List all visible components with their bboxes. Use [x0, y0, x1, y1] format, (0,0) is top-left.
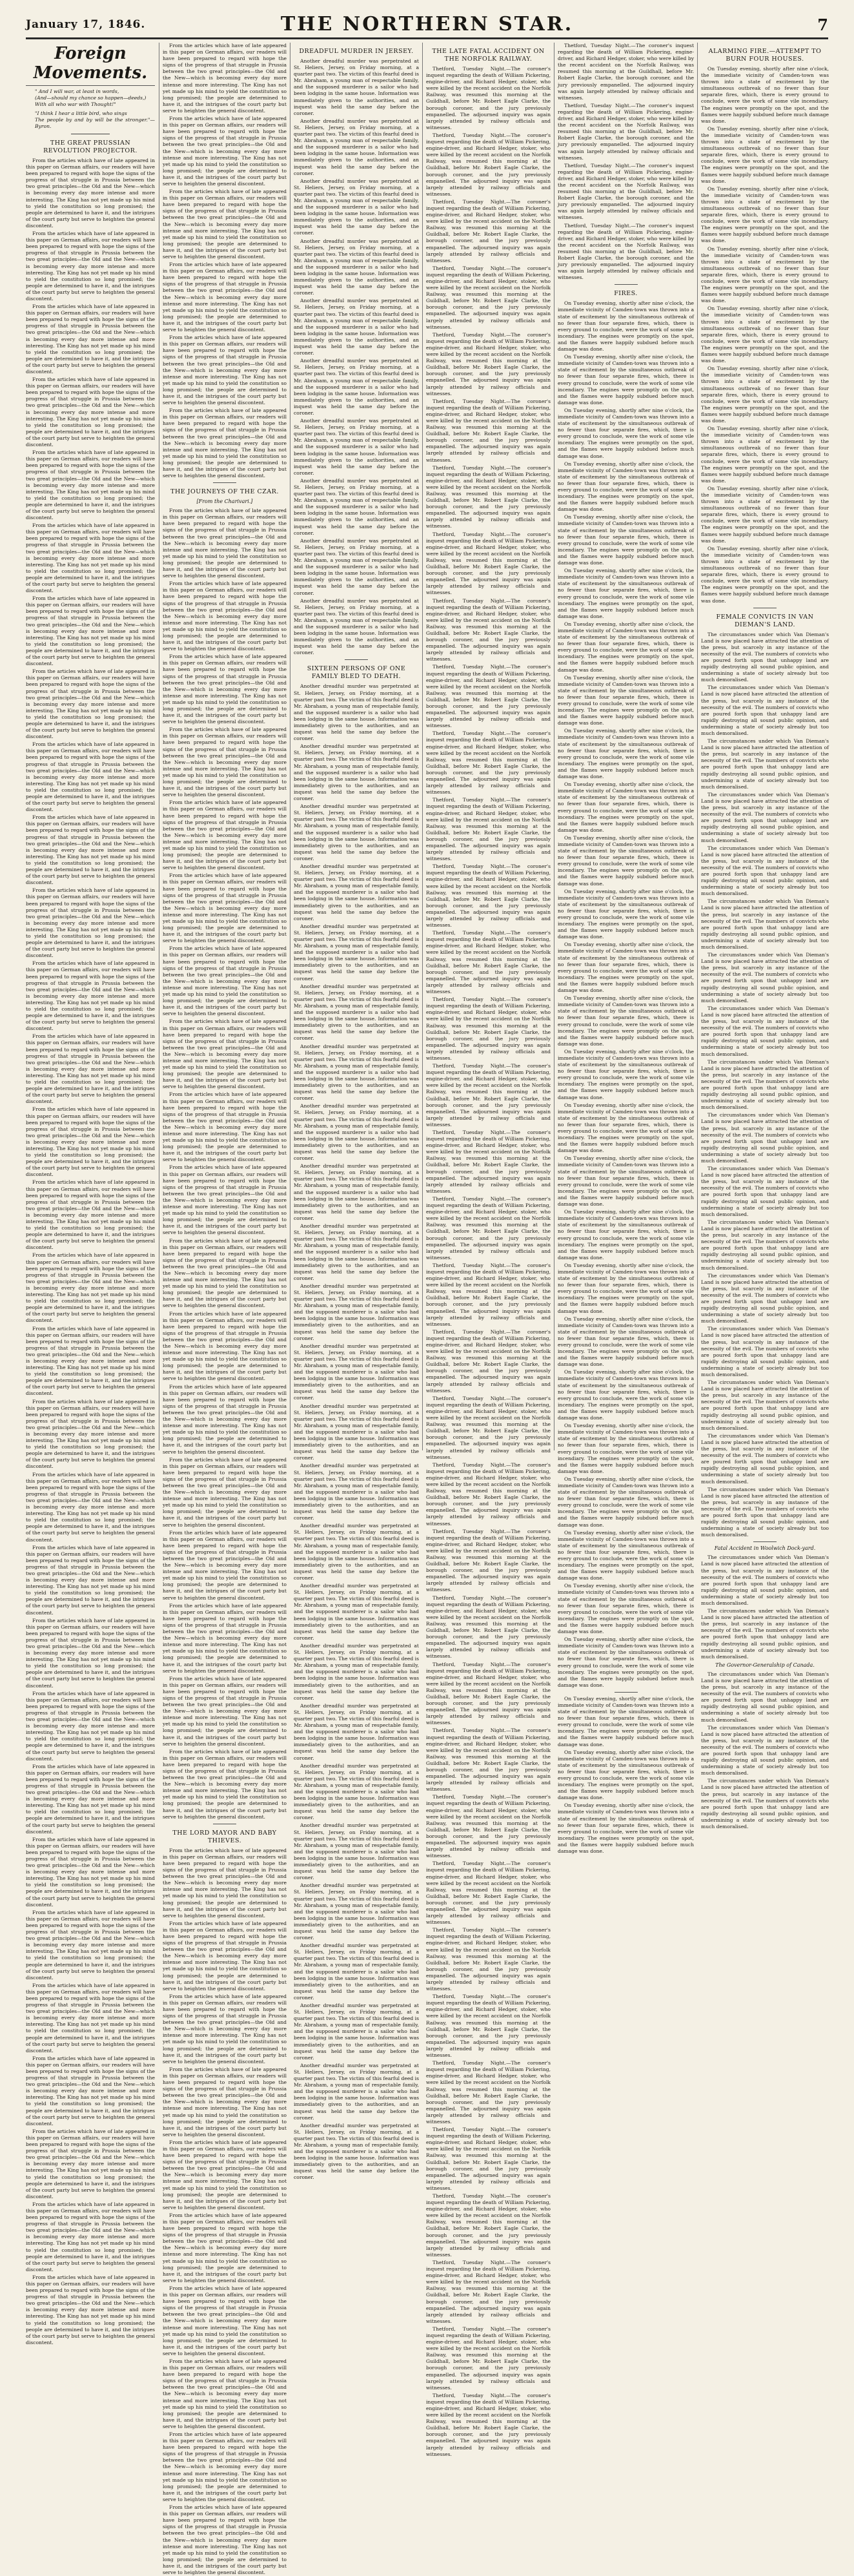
- article-body: On Tuesday evening, shortly after nine o'clock, the immediate vicinity of Camden-town was thrown into a state of excitement by the simultaneous outbreak of no fewer than four separate fires, which, there is every ground to conclude, were the work of some vile incendiary. The engines were promptly on the spot, and the flames were happily subdued before much damage was done.: [701, 305, 829, 364]
- article-body: Thetford, Tuesday Night.—The coroner's inquest regarding the death of William Pickering, engine-driver, and Richard Hedger, stoker, who were killed by the recent accident on the Norfolk Railway, was resumed this morning at the Guildhall, before Mr. Robert Eagle Clarke, the borough coroner, and the jury previously empanelled. The adjourned inquiry was again largely attended by railway officials and witnesses.: [426, 1727, 551, 1793]
- article-body: From the articles which have of late appeared in this paper on German affairs, our readers will have been prepared to regard with hope the signs of the progress of that struggle in Prussia between the two great principles—the Old and the New—which is becoming every day more intense and more interesting. The King has not yet made up his mind to yield the constitution so long promised; the people are determined to have it, and the intrigues of the court party but serve to heighten the general discontent.: [163, 726, 287, 798]
- section-header: Foreign Movements.: [26, 44, 155, 86]
- article-body: From the articles which have of late appeared in this paper on German affairs, our readers will have been prepared to regard with hope the signs of the progress of that struggle in Prussia between the two great principles—the Old and the New—which is becoming every day more intense and more interesting. The King has not yet made up his mind to yield the constitution so long promised; the people are determined to have it, and the intrigues of the court party but serve to heighten the general discontent.: [26, 887, 155, 959]
- article-body: Thetford, Tuesday Night.—The coroner's inquest regarding the death of William Pickering, engine-driver, and Richard Hedger, stoker, who were killed by the recent accident on the Norfolk Railway, was resumed this morning at the Guildhall, before Mr. Robert Eagle Clarke, the borough coroner, and the jury previously empanelled. The adjourned inquiry was again largely attended by railway officials and witnesses.: [426, 930, 551, 995]
- article-body: Thetford, Tuesday Night.—The coroner's inquest regarding the death of William Pickering, engine-driver, and Richard Hedger, stoker, who were killed by the recent accident on the Norfolk Railway, was resumed this morning at the Guildhall, before Mr. Robert Eagle Clarke, the borough coroner, and the jury previously empanelled. The adjourned inquiry was again largely attended by railway officials and witnesses.: [426, 1063, 551, 1128]
- article-body: From the articles which have of late appeared in this paper on German affairs, our readers will have been prepared to regard with hope the signs of the progress of that struggle in Prussia between the two great principles—the Old and the New—which is becoming every day more intense and more interesting. The King has not yet made up his mind to yield the constitution so long promised; the people are determined to have it, and the intrigues of the court party but serve to heighten the general discontent.: [163, 1237, 287, 1309]
- article-body: Another dreadful murder was perpetrated at St. Heliers, Jersey, on Friday morning, at a quarter past two. The victim of this fearful deed is Mr. Abraham, a young man of respectable family, and the supposed murderer is a sailor who had been lodging in the same house. Information was immediately given to the authorities, and an inquest was held the same day before the coroner.: [294, 1642, 419, 1701]
- newspaper-title: THE NORTHERN STAR.: [280, 13, 574, 36]
- article-body: From the articles which have of late appeared in this paper on German affairs, our readers will have been prepared to regard with hope the signs of the progress of that struggle in Prussia between the two great principles—the Old and the New—which is becoming every day more intense and more interesting. The King has not yet made up his mind to yield the constitution so long promised; the people are determined to have it, and the intrigues of the court party but serve to heighten the general discontent.: [26, 1033, 155, 1105]
- article-body: On Tuesday evening, shortly after nine o'clock, the immediate vicinity of Camden-town was thrown into a state of excitement by the simultaneous outbreak of no fewer than four separate fires, which, there is every ground to conclude, were the work of some vile incendiary. The engines were promptly on the spot, and the flames were happily subdued before much damage was done.: [558, 354, 694, 406]
- article-body: Thetford, Tuesday Night.—The coroner's inquest regarding the death of William Pickering, engine-driver, and Richard Hedger, stoker, who were killed by the recent accident on the Norfolk Railway, was resumed this morning at the Guildhall, before Mr. Robert Eagle Clarke, the borough coroner, and the jury previously empanelled. The adjourned inquiry was again largely attended by railway officials and witnesses.: [426, 1129, 551, 1194]
- article-body: From the articles which have of late appeared in this paper on German affairs, our readers will have been prepared to regard with hope the signs of the progress of that struggle in Prussia between the two great principles—the Old and the New—which is becoming every day more intense and more interesting. The King has not yet made up his mind to yield the constitution so long promised; the people are determined to have it, and the intrigues of the court party but serve to heighten the general discontent.: [163, 1164, 287, 1236]
- article-body: From the articles which have of late appeared in this paper on German affairs, our readers will have been prepared to regard with hope the signs of the progress of that struggle in Prussia between the two great principles—the Old and the New—which is becoming every day more intense and more interesting. The King has not yet made up his mind to yield the constitution so long promised; the people are determined to have it, and the intrigues of the court party but serve to heighten the general discontent.: [26, 231, 155, 302]
- article-body: On Tuesday evening, shortly after nine o'clock, the immediate vicinity of Camden-town was thrown into a state of excitement by the simultaneous outbreak of no fewer than four separate fires, which, there is every ground to conclude, were the work of some vile incendiary. The engines were promptly on the spot, and the flames were happily subdued before much damage was done.: [701, 366, 829, 424]
- article-body: Thetford, Tuesday Night.—The coroner's inquest regarding the death of William Pickering, engine-driver, and Richard Hedger, stoker, who were killed by the recent accident on the Norfolk Railway, was resumed this morning at the Guildhall, before Mr. Robert Eagle Clarke, the borough coroner, and the jury previously empanelled. The adjourned inquiry was again largely attended by railway officials and witnesses.: [426, 464, 551, 530]
- article-body: On Tuesday evening, shortly after nine o'clock, the immediate vicinity of Camden-town was thrown into a state of excitement by the simultaneous outbreak of no fewer than four separate fires, which, there is every ground to conclude, were the work of some vile incendiary. The engines were promptly on the spot, and the flames were happily subdued before much damage was done.: [558, 781, 694, 833]
- article-body: Thetford, Tuesday Night.—The coroner's inquest regarding the death of William Pickering, engine-driver, and Richard Hedger, stoker, who were killed by the recent accident on the Norfolk Railway, was resumed this morning at the Guildhall, before Mr. Robert Eagle Clarke, the borough coroner, and the jury previously empanelled. The adjourned inquiry was again largely attended by railway officials and witnesses.: [426, 2259, 551, 2324]
- article-body: On Tuesday evening, shortly after nine o'clock, the immediate vicinity of Camden-town was thrown into a state of excitement by the simultaneous outbreak of no fewer than four separate fires, which, there is every ground to conclude, were the work of some vile incendiary. The engines were promptly on the spot, and the flames were happily subdued before much damage was done.: [701, 545, 829, 604]
- article-body: From the articles which have of late appeared in this paper on German affairs, our readers will have been prepared to regard with hope the signs of the progress of that struggle in Prussia between the two great principles—the Old and the New—which is becoming every day more intense and more interesting. The King has not yet made up his mind to yield the constitution so long promised; the people are determined to have it, and the intrigues of the court party but serve to heighten the general discontent.: [26, 1982, 155, 2054]
- article-body: Another dreadful murder was perpetrated at St. Heliers, Jersey, on Friday morning, at a quarter past two. The victim of this fearful deed is Mr. Abraham, a young man of respectable family, and the supposed murderer is a sailor who had been lodging in the same house. Information was immediately given to the authorities, and an inquest was held the same day before the coroner.: [294, 1702, 419, 1761]
- article-body: The circumstances under which Van Dieman's Land is now placed have attracted the attention of the press, but scarcely in any instance of the necessity of the evil. The numbers of convicts who are poured forth upon that unhappy land are rapidly destroying all sound public opinion, and undermining a state of society already but too much demoralised.: [701, 1724, 829, 1777]
- subhead: FIRES.: [614, 290, 638, 298]
- article-body: From the articles which have of late appeared in this paper on German affairs, our readers will have been prepared to regard with hope the signs of the progress of that struggle in Prussia between the two great principles—the Old and the New—which is becoming every day more intense and more interesting. The King has not yet made up his mind to yield the constitution so long promised; the people are determined to have it, and the intrigues of the court party but serve to heighten the general discontent.: [163, 335, 287, 406]
- article-body: The circumstances under which Van Dieman's Land is now placed have attracted the attention of the press, but scarcely in any instance of the necessity of the evil. The numbers of convicts who are poured forth upon that unhappy land are rapidly destroying all sound public opinion, and undermining a state of society already but too much demoralised.: [701, 1166, 829, 1217]
- article-body: From the articles which have of late appeared in this paper on German affairs, our readers will have been prepared to regard with hope the signs of the progress of that struggle in Prussia between the two great principles—the Old and the New—which is becoming every day more intense and more interesting. The King has not yet made up his mind to yield the constitution so long promised; the people are determined to have it, and the intrigues of the court party but serve to heighten the general discontent.: [26, 304, 155, 375]
- article-body: From the articles which have of late appeared in this paper on German affairs, our readers will have been prepared to regard with hope the signs of the progress of that struggle in Prussia between the two great principles—the Old and the New—which is becoming every day more intense and more interesting. The King has not yet made up his mind to yield the constitution so long promised; the people are determined to have it, and the intrigues of the court party but serve to heighten the general discontent.: [163, 43, 287, 114]
- article-body: Another dreadful murder was perpetrated at St. Heliers, Jersey, on Friday morning, at a quarter past two. The victim of this fearful deed is Mr. Abraham, a young man of respectable family, and the supposed murderer is a sailor who had been lodging in the same house. Information was immediately given to the authorities, and an inquest was held the same day before the coroner.: [294, 1343, 419, 1401]
- article-body: From the articles which have of late appeared in this paper on German affairs, our readers will have been prepared to regard with hope the signs of the progress of that struggle in Prussia between the two great principles—the Old and the New—which is becoming every day more intense and more interesting. The King has not yet made up his mind to yield the constitution so long promised; the people are determined to have it, and the intrigues of the court party but serve to heighten the general discontent.: [26, 1398, 155, 1470]
- subhead: SIXTEEN PERSONS OF ONE FAMILY BLED TO DEATH.: [307, 665, 406, 681]
- article-body: Thetford, Tuesday Night.—The coroner's inquest regarding the death of William Pickering, engine-driver, and Richard Hedger, stoker, who were killed by the recent accident on the Norfolk Railway, was resumed this morning at the Guildhall, before Mr. Robert Eagle Clarke, the borough coroner, and the jury previously empanelled. The adjourned inquiry was again largely attended by railway officials and witnesses.: [558, 102, 694, 161]
- article-body: From the articles which have of late appeared in this paper on German affairs, our readers will have been prepared to regard with hope the signs of the progress of that struggle in Prussia between the two great principles—the Old and the New—which is becoming every day more intense and more interesting. The King has not yet made up his mind to yield the constitution so long promised; the people are determined to have it, and the intrigues of the court party but serve to heighten the general discontent.: [163, 1018, 287, 1090]
- subhead-source: [From the Charivari.]: [196, 499, 253, 505]
- article-body: Thetford, Tuesday Night.—The coroner's inquest regarding the death of William Pickering, engine-driver, and Richard Hedger, stoker, who were killed by the recent accident on the Norfolk Railway, was resumed this morning at the Guildhall, before Mr. Robert Eagle Clarke, the borough coroner, and the jury previously empanelled. The adjourned inquiry was again largely attended by railway officials and witnesses.: [426, 1594, 551, 1660]
- article-body: On Tuesday evening, shortly after nine o'clock, the immediate vicinity of Camden-town was thrown into a state of excitement by the simultaneous outbreak of no fewer than four separate fires, which, there is every ground to conclude, were the work of some vile incendiary. The engines were promptly on the spot, and the flames were happily subdued before much damage was done.: [558, 834, 694, 887]
- article-body: Another dreadful murder was perpetrated at St. Heliers, Jersey, on Friday morning, at a quarter past two. The victim of this fearful deed is Mr. Abraham, a young man of respectable family, and the supposed murderer is a sailor who had been lodging in the same house. Information was immediately given to the authorities, and an inquest was held the same day before the coroner.: [294, 58, 419, 116]
- article-body: Another dreadful murder was perpetrated at St. Heliers, Jersey, on Friday morning, at a quarter past two. The victim of this fearful deed is Mr. Abraham, a young man of respectable family, and the supposed murderer is a sailor who had been lodging in the same house. Information was immediately given to the authorities, and an inquest was held the same day before the coroner.: [294, 1822, 419, 1881]
- article-body: On Tuesday evening, shortly after nine o'clock, the immediate vicinity of Camden-town was thrown into a state of excitement by the simultaneous outbreak of no fewer than four separate fires, which, there is every ground to conclude, were the work of some vile incendiary. The engines were promptly on the spot, and the flames were happily subdued before much damage was done.: [558, 1529, 694, 1582]
- article-body: Another dreadful murder was perpetrated at St. Heliers, Jersey, on Friday morning, at a quarter past two. The victim of this fearful deed is Mr. Abraham, a young man of respectable family, and the supposed murderer is a sailor who had been lodging in the same house. Information was immediately given to the authorities, and an inquest was held the same day before the coroner.: [294, 1463, 419, 1521]
- article-body: The circumstances under which Van Dieman's Land is now placed have attracted the attention of the press, but scarcely in any instance of the necessity of the evil. The numbers of convicts who are poured forth upon that unhappy land are rapidly destroying all sound public opinion, and undermining a state of society already but too much demoralised.: [701, 1486, 829, 1538]
- article-body: Thetford, Tuesday Night.—The coroner's inquest regarding the death of William Pickering, engine-driver, and Richard Hedger, stoker, who were killed by the recent accident on the Norfolk Railway, was resumed this morning at the Guildhall, before Mr. Robert Eagle Clarke, the borough coroner, and the jury previously empanelled. The adjourned inquiry was again largely attended by railway officials and witnesses.: [558, 162, 694, 221]
- article-body: From the articles which have of late appeared in this paper on German affairs, our readers will have been prepared to regard with hope the signs of the progress of that struggle in Prussia between the two great principles—the Old and the New—which is becoming every day more intense and more interesting. The King has not yet made up his mind to yield the constitution so long promised; the people are determined to have it, and the intrigues of the court party but serve to heighten the general discontent.: [163, 1091, 287, 1163]
- article-body: The circumstances under which Van Dieman's Land is now placed have attracted the attention of the press, but scarcely in any instance of the necessity of the evil. The numbers of convicts who are poured forth upon that unhappy land are rapidly destroying all sound public opinion, and undermining a state of society already but too much demoralised.: [701, 791, 829, 843]
- column-2: [163, 43, 287, 2575]
- article-body: Thetford, Tuesday Night.—The coroner's inquest regarding the death of William Pickering, engine-driver, and Richard Hedger, stoker, who were killed by the recent accident on the Norfolk Railway, was resumed this morning at the Guildhall, before Mr. Robert Eagle Clarke, the borough coroner, and the jury previously empanelled. The adjourned inquiry was again largely attended by railway officials and witnesses.: [426, 1195, 551, 1261]
- article-body: On Tuesday evening, shortly after nine o'clock, the immediate vicinity of Camden-town was thrown into a state of excitement by the simultaneous outbreak of no fewer than four separate fires, which, there is every ground to conclude, were the work of some vile incendiary. The engines were promptly on the spot, and the flames were happily subdued before much damage was done.: [558, 460, 694, 513]
- article-body: Thetford, Tuesday Night.—The coroner's inquest regarding the death of William Pickering, engine-driver, and Richard Hedger, stoker, who were killed by the recent accident on the Norfolk Railway, was resumed this morning at the Guildhall, before Mr. Robert Eagle Clarke, the borough coroner, and the jury previously empanelled. The adjourned inquiry was again largely attended by railway officials and witnesses.: [426, 1528, 551, 1593]
- article-body: Thetford, Tuesday Night.—The coroner's inquest regarding the death of William Pickering, engine-driver, and Richard Hedger, stoker, who were killed by the recent accident on the Norfolk Railway, was resumed this morning at the Guildhall, before Mr. Robert Eagle Clarke, the borough coroner, and the jury previously empanelled. The adjourned inquiry was again largely attended by railway officials and witnesses.: [426, 797, 551, 862]
- article-body: Another dreadful murder was perpetrated at St. Heliers, Jersey, on Friday morning, at a quarter past two. The victim of this fearful deed is Mr. Abraham, a young man of respectable family, and the supposed murderer is a sailor who had been lodging in the same house. Information was immediately given to the authorities, and an inquest was held the same day before the coroner.: [294, 2122, 419, 2181]
- article-body: Thetford, Tuesday Night.—The coroner's inquest regarding the death of William Pickering, engine-driver, and Richard Hedger, stoker, who were killed by the recent accident on the Norfolk Railway, was resumed this morning at the Guildhall, before Mr. Robert Eagle Clarke, the borough coroner, and the jury previously empanelled. The adjourned inquiry was again largely attended by railway officials and witnesses.: [426, 198, 551, 263]
- article-body: Thetford, Tuesday Night.—The coroner's inquest regarding the death of William Pickering, engine-driver, and Richard Hedger, stoker, who were killed by the recent accident on the Norfolk Railway, was resumed this morning at the Guildhall, before Mr. Robert Eagle Clarke, the borough coroner, and the jury previously empanelled. The adjourned inquiry was again largely attended by railway officials and witnesses.: [426, 2060, 551, 2125]
- article-body: On Tuesday evening, shortly after nine o'clock, the immediate vicinity of Camden-town was thrown into a state of excitement by the simultaneous outbreak of no fewer than four separate fires, which, there is every ground to conclude, were the work of some vile incendiary. The engines were promptly on the spot, and the flames were happily subdued before much damage was done.: [701, 185, 829, 244]
- article-body: Thetford, Tuesday Night.—The coroner's inquest regarding the death of William Pickering, engine-driver, and Richard Hedger, stoker, who were killed by the recent accident on the Norfolk Railway, was resumed this morning at the Guildhall, before Mr. Robert Eagle Clarke, the borough coroner, and the jury previously empanelled. The adjourned inquiry was again largely attended by railway officials and witnesses.: [426, 1328, 551, 1394]
- article-body: Another dreadful murder was perpetrated at St. Heliers, Jersey, on Friday morning, at a quarter past two. The victim of this fearful deed is Mr. Abraham, a young man of respectable family, and the supposed murderer is a sailor who had been lodging in the same house. Information was immediately given to the authorities, and an inquest was held the same day before the coroner.: [294, 923, 419, 982]
- article-body: Another dreadful murder was perpetrated at St. Heliers, Jersey, on Friday morning, at a quarter past two. The victim of this fearful deed is Mr. Abraham, a young man of respectable family, and the supposed murderer is a sailor who had been lodging in the same house. Information was immediately given to the authorities, and an inquest was held the same day before the coroner.: [294, 863, 419, 922]
- column-rule: [422, 43, 423, 1450]
- article-body: From the articles which have of late appeared in this paper on German affairs, our readers will have been prepared to regard with hope the signs of the progress of that struggle in Prussia between the two great principles—the Old and the New—which is becoming every day more intense and more interesting. The King has not yet made up his mind to yield the constitution so long promised; the people are determined to have it, and the intrigues of the court party but serve to heighten the general discontent.: [163, 2358, 287, 2429]
- article-body: From the articles which have of late appeared in this paper on German affairs, our readers will have been prepared to regard with hope the signs of the progress of that struggle in Prussia between the two great principles—the Old and the New—which is becoming every day more intense and more interesting. The King has not yet made up his mind to yield the constitution so long promised; the people are determined to have it, and the intrigues of the court party but serve to heighten the general discontent.: [163, 1993, 287, 2065]
- article-body: On Tuesday evening, shortly after nine o'clock, the immediate vicinity of Camden-town was thrown into a state of excitement by the simultaneous outbreak of no fewer than four separate fires, which, there is every ground to conclude, were the work of some vile incendiary. The engines were promptly on the spot, and the flames were happily subdued before much damage was done.: [701, 245, 829, 304]
- article-body: Another dreadful murder was perpetrated at St. Heliers, Jersey, on Friday morning, at a quarter past two. The victim of this fearful deed is Mr. Abraham, a young man of respectable family, and the supposed murderer is a sailor who had been lodging in the same house. Information was immediately given to the authorities, and an inquest was held the same day before the coroner.: [294, 418, 419, 476]
- article-body: Another dreadful murder was perpetrated at St. Heliers, Jersey, on Friday morning, at a quarter past two. The victim of this fearful deed is Mr. Abraham, a young man of respectable family, and the supposed murderer is a sailor who had been lodging in the same house. Information was immediately given to the authorities, and an inquest was held the same day before the coroner.: [294, 803, 419, 861]
- article-body: On Tuesday evening, shortly after nine o'clock, the immediate vicinity of Camden-town was thrown into a state of excitement by the simultaneous outbreak of no fewer than four separate fires, which, there is every ground to conclude, were the work of some vile incendiary. The engines were promptly on the spot, and the flames were happily subdued before much damage was done.: [558, 1369, 694, 1421]
- article-body: On Tuesday evening, shortly after nine o'clock, the immediate vicinity of Camden-town was thrown into a state of excitement by the simultaneous outbreak of no fewer than four separate fires, which, there is every ground to conclude, were the work of some vile incendiary. The engines were promptly on the spot, and the flames were happily subdued before much damage was done.: [558, 621, 694, 673]
- article-body: From the articles which have of late appeared in this paper on German affairs, our readers will have been prepared to regard with hope the signs of the progress of that struggle in Prussia between the two great principles—the Old and the New—which is becoming every day more intense and more interesting. The King has not yet made up his mind to yield the constitution so long promised; the people are determined to have it, and the intrigues of the court party but serve to heighten the general discontent.: [163, 1675, 287, 1747]
- article-body: Another dreadful murder was perpetrated at St. Heliers, Jersey, on Friday morning, at a quarter past two. The victim of this fearful deed is Mr. Abraham, a young man of respectable family, and the supposed murderer is a sailor who had been lodging in the same house. Information was immediately given to the authorities, and an inquest was held the same day before the coroner.: [294, 2062, 419, 2121]
- article-body: From the articles which have of late appeared in this paper on German affairs, our readers will have been prepared to regard with hope the signs of the progress of that struggle in Prussia between the two great principles—the Old and the New—which is becoming every day more intense and more interesting. The King has not yet made up his mind to yield the constitution so long promised; the people are determined to have it, and the intrigues of the court party but serve to heighten the general discontent.: [163, 872, 287, 944]
- article-body: From the articles which have of late appeared in this paper on German affairs, our readers will have been prepared to regard with hope the signs of the progress of that struggle in Prussia between the two great principles—the Old and the New—which is becoming every day more intense and more interesting. The King has not yet made up his mind to yield the constitution so long promised; the people are determined to have it, and the intrigues of the court party but serve to heighten the general discontent.: [26, 668, 155, 740]
- article-body: The circumstances under which Van Dieman's Land is now placed have attracted the attention of the press, but scarcely in any instance of the necessity of the evil. The numbers of convicts who are poured forth upon that unhappy land are rapidly destroying all sound public opinion, and undermining a state of society already but too much demoralised.: [701, 1671, 829, 1723]
- article-body: From the articles which have of late appeared in this paper on German affairs, our readers will have been prepared to regard with hope the signs of the progress of that struggle in Prussia between the two great principles—the Old and the New—which is becoming every day more intense and more interesting. The King has not yet made up his mind to yield the constitution so long promised; the people are determined to have it, and the intrigues of the court party but serve to heighten the general discontent.: [163, 407, 287, 479]
- masthead: [26, 9, 828, 39]
- article-body: From the articles which have of late appeared in this paper on German affairs, our readers will have been prepared to regard with hope the signs of the progress of that struggle in Prussia between the two great principles—the Old and the New—which is becoming every day more intense and more interesting. The King has not yet made up his mind to yield the constitution so long promised; the people are determined to have it, and the intrigues of the court party but serve to heighten the general discontent.: [163, 189, 287, 260]
- article-body: Another dreadful murder was perpetrated at St. Heliers, Jersey, on Friday morning, at a quarter past two. The victim of this fearful deed is Mr. Abraham, a young man of respectable family, and the supposed murderer is a sailor who had been lodging in the same house. Information was immediately given to the authorities, and an inquest was held the same day before the coroner.: [294, 358, 419, 416]
- article-body: From the articles which have of late appeared in this paper on German affairs, our readers will have been prepared to regard with hope the signs of the progress of that struggle in Prussia between the two great principles—the Old and the New—which is becoming every day more intense and more interesting. The King has not yet made up his mind to yield the constitution so long promised; the people are determined to have it, and the intrigues of the court party but serve to heighten the general discontent.: [26, 158, 155, 229]
- epigraph-line: The people by and by will be the stronger."—Byron.: [35, 117, 155, 129]
- article-body: From the articles which have of late appeared in this paper on German affairs, our readers will have been prepared to regard with hope the signs of the progress of that struggle in Prussia between the two great principles—the Old and the New—which is becoming every day more intense and more interesting. The King has not yet made up his mind to yield the constitution so long promised; the people are determined to have it, and the intrigues of the court party but serve to heighten the general discontent.: [163, 654, 287, 725]
- article-body: Another dreadful murder was perpetrated at St. Heliers, Jersey, on Friday morning, at a quarter past two. The victim of this fearful deed is Mr. Abraham, a young man of respectable family, and the supposed murderer is a sailor who had been lodging in the same house. Information was immediately given to the authorities, and an inquest was held the same day before the coroner.: [294, 1523, 419, 1581]
- article-body: On Tuesday evening, shortly after nine o'clock, the immediate vicinity of Camden-town was thrown into a state of excitement by the simultaneous outbreak of no fewer than four separate fires, which, there is every ground to conclude, were the work of some vile incendiary. The engines were promptly on the spot, and the flames were happily subdued before much damage was done.: [558, 1262, 694, 1314]
- article-body: Thetford, Tuesday Night.—The coroner's inquest regarding the death of William Pickering, engine-driver, and Richard Hedger, stoker, who were killed by the recent accident on the Norfolk Railway, was resumed this morning at the Guildhall, before Mr. Robert Eagle Clarke, the borough coroner, and the jury previously empanelled. The adjourned inquiry was again largely attended by railway officials and witnesses.: [426, 2325, 551, 2391]
- article-body: The circumstances under which Van Dieman's Land is now placed have attracted the attention of the press, but scarcely in any instance of the necessity of the evil. The numbers of convicts who are poured forth upon that unhappy land are rapidly destroying all sound public opinion, and undermining a state of society already but too much demoralised.: [701, 1058, 829, 1111]
- article-body: On Tuesday evening, shortly after nine o'clock, the immediate vicinity of Camden-town was thrown into a state of excitement by the simultaneous outbreak of no fewer than four separate fires, which, there is every ground to conclude, were the work of some vile incendiary. The engines were promptly on the spot, and the flames were happily subdued before much damage was done.: [558, 300, 694, 353]
- article-body: Thetford, Tuesday Night.—The coroner's inquest regarding the death of William Pickering, engine-driver, and Richard Hedger, stoker, who were killed by the recent accident on the Norfolk Railway, was resumed this morning at the Guildhall, before Mr. Robert Eagle Clarke, the borough coroner, and the jury previously empanelled. The adjourned inquiry was again largely attended by railway officials and witnesses.: [426, 664, 551, 729]
- article-body: From the articles which have of late appeared in this paper on German affairs, our readers will have been prepared to regard with hope the signs of the progress of that struggle in Prussia between the two great principles—the Old and the New—which is becoming every day more intense and more interesting. The King has not yet made up his mind to yield the constitution so long promised; the people are determined to have it, and the intrigues of the court party but serve to heighten the general discontent.: [163, 1920, 287, 1992]
- article-body: On Tuesday evening, shortly after nine o'clock, the immediate vicinity of Camden-town was thrown into a state of excitement by the simultaneous outbreak of no fewer than four separate fires, which, there is every ground to conclude, were the work of some vile incendiary. The engines were promptly on the spot, and the flames were happily subdued before much damage was done.: [558, 1636, 694, 1688]
- column-3: [294, 43, 419, 2181]
- article-body: From the articles which have of late appeared in this paper on German affairs, our readers will have been prepared to regard with hope the signs of the progress of that struggle in Prussia between the two great principles—the Old and the New—which is becoming every day more intense and more interesting. The King has not yet made up his mind to yield the constitution so long promised; the people are determined to have it, and the intrigues of the court party but serve to heighten the general discontent.: [26, 2201, 155, 2272]
- article-body: From the articles which have of late appeared in this paper on German affairs, our readers will have been prepared to regard with hope the signs of the progress of that struggle in Prussia between the two great principles—the Old and the New—which is becoming every day more intense and more interesting. The King has not yet made up his mind to yield the constitution so long promised; the people are determined to have it, and the intrigues of the court party but serve to heighten the general discontent.: [26, 1471, 155, 1543]
- article-body: The circumstances under which Van Dieman's Land is now placed have attracted the attention of the press, but scarcely in any instance of the necessity of the evil. The numbers of convicts who are poured forth upon that unhappy land are rapidly destroying all sound public opinion, and undermining a state of society already but too much demoralised.: [701, 1219, 829, 1271]
- article-body: From the articles which have of late appeared in this paper on German affairs, our readers will have been prepared to regard with hope the signs of the progress of that struggle in Prussia between the two great principles—the Old and the New—which is becoming every day more intense and more interesting. The King has not yet made up his mind to yield the constitution so long promised; the people are determined to have it, and the intrigues of the court party but serve to heighten the general discontent.: [163, 2139, 287, 2210]
- article-body: The circumstances under which Van Dieman's Land is now placed have attracted the attention of the press, but scarcely in any instance of the necessity of the evil. The numbers of convicts who are poured forth upon that unhappy land are rapidly destroying all sound public opinion, and undermining a state of society already but too much demoralised.: [701, 1554, 829, 1606]
- article-body: Thetford, Tuesday Night.—The coroner's inquest regarding the death of William Pickering, engine-driver, and Richard Hedger, stoker, who were killed by the recent accident on the Norfolk Railway, was resumed this morning at the Guildhall, before Mr. Robert Eagle Clarke, the borough coroner, and the jury previously empanelled. The adjourned inquiry was again largely attended by railway officials and witnesses.: [426, 2127, 551, 2191]
- article-body: The circumstances under which Van Dieman's Land is now placed have attracted the attention of the press, but scarcely in any instance of the necessity of the evil. The numbers of convicts who are poured forth upon that unhappy land are rapidly destroying all sound public opinion, and undermining a state of society already but too much demoralised.: [701, 1005, 829, 1057]
- article-body: On Tuesday evening, shortly after nine o'clock, the immediate vicinity of Camden-town was thrown into a state of excitement by the simultaneous outbreak of no fewer than four separate fires, which, there is every ground to conclude, were the work of some vile incendiary. The engines were promptly on the spot, and the flames were happily subdued before much damage was done.: [701, 426, 829, 484]
- article-body: Another dreadful murder was perpetrated at St. Heliers, Jersey, on Friday morning, at a quarter past two. The victim of this fearful deed is Mr. Abraham, a young man of respectable family, and the supposed murderer is a sailor who had been lodging in the same house. Information was immediately given to the authorities, and an inquest was held the same day before the coroner.: [294, 1583, 419, 1641]
- subhead: THE LORD MAYOR AND BABY THIEVES.: [172, 1829, 277, 1844]
- article-body: From the articles which have of late appeared in this paper on German affairs, our readers will have been prepared to regard with hope the signs of the progress of that struggle in Prussia between the two great principles—the Old and the New—which is becoming every day more intense and more interesting. The King has not yet made up his mind to yield the constitution so long promised; the people are determined to have it, and the intrigues of the court party but serve to heighten the general discontent.: [26, 741, 155, 813]
- article-body: Another dreadful murder was perpetrated at St. Heliers, Jersey, on Friday morning, at a quarter past two. The victim of this fearful deed is Mr. Abraham, a young man of respectable family, and the supposed murderer is a sailor who had been lodging in the same house. Information was immediately given to the authorities, and an inquest was held the same day before the coroner.: [294, 1283, 419, 1341]
- article-body: From the articles which have of late appeared in this paper on German affairs, our readers will have been prepared to regard with hope the signs of the progress of that struggle in Prussia between the two great principles—the Old and the New—which is becoming every day more intense and more interesting. The King has not yet made up his mind to yield the constitution so long promised; the people are determined to have it, and the intrigues of the court party but serve to heighten the general discontent.: [26, 2128, 155, 2200]
- article-body: Thetford, Tuesday Night.—The coroner's inquest regarding the death of William Pickering, engine-driver, and Richard Hedger, stoker, who were killed by the recent accident on the Norfolk Railway, was resumed this morning at the Guildhall, before Mr. Robert Eagle Clarke, the borough coroner, and the jury previously empanelled. The adjourned inquiry was again largely attended by railway officials and witnesses.: [426, 863, 551, 929]
- epigraph-line: With all who war with Thought!": [35, 101, 116, 107]
- subhead: Fatal Accident in Woolwich Dock-yard.: [714, 1545, 816, 1552]
- article-body: From the articles which have of late appeared in this paper on German affairs, our readers will have been prepared to regard with hope the signs of the progress of that struggle in Prussia between the two great principles—the Old and the New—which is becoming every day more intense and more interesting. The King has not yet made up his mind to yield the constitution so long promised; the people are determined to have it, and the intrigues of the court party but serve to heighten the general discontent.: [163, 2066, 287, 2138]
- article-body: From the articles which have of late appeared in this paper on German affairs, our readers will have been prepared to regard with hope the signs of the progress of that struggle in Prussia between the two great principles—the Old and the New—which is becoming every day more intense and more interesting. The King has not yet made up his mind to yield the constitution so long promised; the people are determined to have it, and the intrigues of the court party but serve to heighten the general discontent.: [163, 2431, 287, 2502]
- article-body: From the articles which have of late appeared in this paper on German affairs, our readers will have been prepared to regard with hope the signs of the progress of that struggle in Prussia between the two great principles—the Old and the New—which is becoming every day more intense and more interesting. The King has not yet made up his mind to yield the constitution so long promised; the people are determined to have it, and the intrigues of the court party but serve to heighten the general discontent.: [26, 376, 155, 448]
- article-body: On Tuesday evening, shortly after nine o'clock, the immediate vicinity of Camden-town was thrown into a state of excitement by the simultaneous outbreak of no fewer than four separate fires, which, there is every ground to conclude, were the work of some vile incendiary. The engines were promptly on the spot, and the flames were happily subdued before much damage was done.: [558, 942, 694, 994]
- article-body: Another dreadful murder was perpetrated at St. Heliers, Jersey, on Friday morning, at a quarter past two. The victim of this fearful deed is Mr. Abraham, a young man of respectable family, and the supposed murderer is a sailor who had been lodging in the same house. Information was immediately given to the authorities, and an inquest was held the same day before the coroner.: [294, 477, 419, 536]
- article-body: Thetford, Tuesday Night.—The coroner's inquest regarding the death of William Pickering, engine-driver, and Richard Hedger, stoker, who were killed by the recent accident on the Norfolk Railway, was resumed this morning at the Guildhall, before Mr. Robert Eagle Clarke, the borough coroner, and the jury previously empanelled. The adjourned inquiry was again largely attended by railway officials and witnesses.: [426, 1994, 551, 2059]
- article-body: Another dreadful murder was perpetrated at St. Heliers, Jersey, on Friday morning, at a quarter past two. The victim of this fearful deed is Mr. Abraham, a young man of respectable family, and the supposed murderer is a sailor who had been lodging in the same house. Information was immediately given to the authorities, and an inquest was held the same day before the coroner.: [294, 2003, 419, 2061]
- article-body: The circumstances under which Van Dieman's Land is now placed have attracted the attention of the press, but scarcely in any instance of the necessity of the evil. The numbers of convicts who are poured forth upon that unhappy land are rapidly destroying all sound public opinion, and undermining a state of society already but too much demoralised.: [701, 1112, 829, 1164]
- article-body: From the articles which have of late appeared in this paper on German affairs, our readers will have been prepared to regard with hope the signs of the progress of that struggle in Prussia between the two great principles—the Old and the New—which is becoming every day more intense and more interesting. The King has not yet made up his mind to yield the constitution so long promised; the people are determined to have it, and the intrigues of the court party but serve to heighten the general discontent.: [26, 1836, 155, 1908]
- article-body: Another dreadful murder was perpetrated at St. Heliers, Jersey, on Friday morning, at a quarter past two. The victim of this fearful deed is Mr. Abraham, a young man of respectable family, and the supposed murderer is a sailor who had been lodging in the same house. Information was immediately given to the authorities, and an inquest was held the same day before the coroner.: [294, 118, 419, 176]
- article-body: On Tuesday evening, shortly after nine o'clock, the immediate vicinity of Camden-town was thrown into a state of excitement by the simultaneous outbreak of no fewer than four separate fires, which, there is every ground to conclude, were the work of some vile incendiary. The engines were promptly on the spot, and the flames were happily subdued before much damage was done.: [558, 1476, 694, 1528]
- article-body: From the articles which have of late appeared in this paper on German affairs, our readers will have been prepared to regard with hope the signs of the progress of that struggle in Prussia between the two great principles—the Old and the New—which is becoming every day more intense and more interesting. The King has not yet made up his mind to yield the constitution so long promised; the people are determined to have it, and the intrigues of the court party but serve to heighten the general discontent.: [26, 1617, 155, 1689]
- article-body: On Tuesday evening, shortly after nine o'clock, the immediate vicinity of Camden-town was thrown into a state of excitement by the simultaneous outbreak of no fewer than four separate fires, which, there is every ground to conclude, were the work of some vile incendiary. The engines were promptly on the spot, and the flames were happily subdued before much damage was done.: [558, 728, 694, 780]
- article-body: On Tuesday evening, shortly after nine o'clock, the immediate vicinity of Camden-town was thrown into a state of excitement by the simultaneous outbreak of no fewer than four separate fires, which, there is every ground to conclude, were the work of some vile incendiary. The engines were promptly on the spot, and the flames were happily subdued before much damage was done.: [558, 674, 694, 726]
- article-body: On Tuesday evening, shortly after nine o'clock, the immediate vicinity of Camden-town was thrown into a state of excitement by the simultaneous outbreak of no fewer than four separate fires, which, there is every ground to conclude, were the work of some vile incendiary. The engines were promptly on the spot, and the flames were happily subdued before much damage was done.: [558, 1048, 694, 1100]
- article-body: From the articles which have of late appeared in this paper on German affairs, our readers will have been prepared to regard with hope the signs of the progress of that struggle in Prussia between the two great principles—the Old and the New—which is becoming every day more intense and more interesting. The King has not yet made up his mind to yield the constitution so long promised; the people are determined to have it, and the intrigues of the court party but serve to heighten the general discontent.: [26, 1179, 155, 1251]
- article-body: On Tuesday evening, shortly after nine o'clock, the immediate vicinity of Camden-town was thrown into a state of excitement by the simultaneous outbreak of no fewer than four separate fires, which, there is every ground to conclude, were the work of some vile incendiary. The engines were promptly on the spot, and the flames were happily subdued before much damage was done.: [558, 1423, 694, 1474]
- article-body: From the articles which have of late appeared in this paper on German affairs, our readers will have been prepared to regard with hope the signs of the progress of that struggle in Prussia between the two great principles—the Old and the New—which is becoming every day more intense and more interesting. The King has not yet made up his mind to yield the constitution so long promised; the people are determined to have it, and the intrigues of the court party but serve to heighten the general discontent.: [26, 814, 155, 886]
- article-body: Thetford, Tuesday Night.—The coroner's inquest regarding the death of William Pickering, engine-driver, and Richard Hedger, stoker, who were killed by the recent accident on the Norfolk Railway, was resumed this morning at the Guildhall, before Mr. Robert Eagle Clarke, the borough coroner, and the jury previously empanelled. The adjourned inquiry was again largely attended by railway officials and witnesses.: [426, 1794, 551, 1859]
- article-body: From the articles which have of late appeared in this paper on German affairs, our readers will have been prepared to regard with hope the signs of the progress of that struggle in Prussia between the two great principles—the Old and the New—which is becoming every day more intense and more interesting. The King has not yet made up his mind to yield the constitution so long promised; the people are determined to have it, and the intrigues of the court party but serve to heighten the general discontent.: [26, 522, 155, 594]
- article-body: Another dreadful murder was perpetrated at St. Heliers, Jersey, on Friday morning, at a quarter past two. The victim of this fearful deed is Mr. Abraham, a young man of respectable family, and the supposed murderer is a sailor who had been lodging in the same house. Information was immediately given to the authorities, and an inquest was held the same day before the coroner.: [294, 1882, 419, 1941]
- article-body: On Tuesday evening, shortly after nine o'clock, the immediate vicinity of Camden-town was thrown into a state of excitement by the simultaneous outbreak of no fewer than four separate fires, which, there is every ground to conclude, were the work of some vile incendiary. The engines were promptly on the spot, and the flames were happily subdued before much damage was done.: [558, 888, 694, 940]
- article-body: Another dreadful murder was perpetrated at St. Heliers, Jersey, on Friday morning, at a quarter past two. The victim of this fearful deed is Mr. Abraham, a young man of respectable family, and the supposed murderer is a sailor who had been lodging in the same house. Information was immediately given to the authorities, and an inquest was held the same day before the coroner.: [294, 743, 419, 802]
- subhead: THE JOURNEYS OF THE CZAR.: [170, 488, 279, 496]
- article-body: From the articles which have of late appeared in this paper on German affairs, our readers will have been prepared to regard with hope the signs of the progress of that struggle in Prussia between the two great principles—the Old and the New—which is becoming every day more intense and more interesting. The King has not yet made up his mind to yield the constitution so long promised; the people are determined to have it, and the intrigues of the court party but serve to heighten the general discontent.: [163, 1529, 287, 1601]
- article-heading: THE GREAT PRUSSIAN REVOLUTION PROJECTOR.: [43, 139, 137, 154]
- article-body: Another dreadful murder was perpetrated at St. Heliers, Jersey, on Friday morning, at a quarter past two. The victim of this fearful deed is Mr. Abraham, a young man of respectable family, and the supposed murderer is a sailor who had been lodging in the same house. Information was immediately given to the authorities, and an inquest was held the same day before the coroner.: [294, 1103, 419, 1162]
- article-body: From the articles which have of late appeared in this paper on German affairs, our readers will have been prepared to regard with hope the signs of the progress of that struggle in Prussia between the two great principles—the Old and the New—which is becoming every day more intense and more interesting. The King has not yet made up his mind to yield the constitution so long promised; the people are determined to have it, and the intrigues of the court party but serve to heighten the general discontent.: [26, 2055, 155, 2127]
- article-body: On Tuesday evening, shortly after nine o'clock, the immediate vicinity of Camden-town was thrown into a state of excitement by the simultaneous outbreak of no fewer than four separate fires, which, there is every ground to conclude, were the work of some vile incendiary. The engines were promptly on the spot, and the flames were happily subdued before much damage was done.: [701, 66, 829, 124]
- article-body: From the articles which have of late appeared in this paper on German affairs, our readers will have been prepared to regard with hope the signs of the progress of that struggle in Prussia between the two great principles—the Old and the New—which is becoming every day more intense and more interesting. The King has not yet made up his mind to yield the constitution so long promised; the people are determined to have it, and the intrigues of the court party but serve to heighten the general discontent.: [163, 1383, 287, 1455]
- article-body: From the articles which have of late appeared in this paper on German affairs, our readers will have been prepared to regard with hope the signs of the progress of that struggle in Prussia between the two great principles—the Old and the New—which is becoming every day more intense and more interesting. The King has not yet made up his mind to yield the constitution so long promised; the people are determined to have it, and the intrigues of the court party but serve to heighten the general discontent.: [26, 1106, 155, 1178]
- article-body: From the articles which have of late appeared in this paper on German affairs, our readers will have been prepared to regard with hope the signs of the progress of that struggle in Prussia between the two great principles—the Old and the New—which is becoming every day more intense and more interesting. The King has not yet made up his mind to yield the constitution so long promised; the people are determined to have it, and the intrigues of the court party but serve to heighten the general discontent.: [163, 581, 287, 652]
- article-body: Thetford, Tuesday Night.—The coroner's inquest regarding the death of William Pickering, engine-driver, and Richard Hedger, stoker, who were killed by the recent accident on the Norfolk Railway, was resumed this morning at the Guildhall, before Mr. Robert Eagle Clarke, the borough coroner, and the jury previously empanelled. The adjourned inquiry was again largely attended by railway officials and witnesses.: [426, 1461, 551, 1527]
- article-body: Thetford, Tuesday Night.—The coroner's inquest regarding the death of William Pickering, engine-driver, and Richard Hedger, stoker, who were killed by the recent accident on the Norfolk Railway, was resumed this morning at the Guildhall, before Mr. Robert Eagle Clarke, the borough coroner, and the jury previously empanelled. The adjourned inquiry was again largely attended by railway officials and witnesses.: [426, 1395, 551, 1460]
- article-body: On Tuesday evening, shortly after nine o'clock, the immediate vicinity of Camden-town was thrown into a state of excitement by the simultaneous outbreak of no fewer than four separate fires, which, there is every ground to conclude, were the work of some vile incendiary. The engines were promptly on the spot, and the flames were happily subdued before much damage was done.: [558, 407, 694, 459]
- article-body: Another dreadful murder was perpetrated at St. Heliers, Jersey, on Friday morning, at a quarter past two. The victim of this fearful deed is Mr. Abraham, a young man of respectable family, and the supposed murderer is a sailor who had been lodging in the same house. Information was immediately given to the authorities, and an inquest was held the same day before the coroner.: [294, 537, 419, 596]
- article-body: Another dreadful murder was perpetrated at St. Heliers, Jersey, on Friday morning, at a quarter past two. The victim of this fearful deed is Mr. Abraham, a young man of respectable family, and the supposed murderer is a sailor who had been lodging in the same house. Information was immediately given to the authorities, and an inquest was held the same day before the coroner.: [294, 983, 419, 1042]
- article-body: The circumstances under which Van Dieman's Land is now placed have attracted the attention of the press, but scarcely in any instance of the necessity of the evil. The numbers of convicts who are poured forth upon that unhappy land are rapidly destroying all sound public opinion, and undermining a state of society already but too much demoralised.: [701, 685, 829, 736]
- column-4: [426, 43, 551, 2457]
- subhead: The Governor-Generalship of Canada.: [715, 1662, 815, 1668]
- article-body: From the articles which have of late appeared in this paper on German affairs, our readers will have been prepared to regard with hope the signs of the progress of that struggle in Prussia between the two great principles—the Old and the New—which is becoming every day more intense and more interesting. The King has not yet made up his mind to yield the constitution so long promised; the people are determined to have it, and the intrigues of the court party but serve to heighten the general discontent.: [26, 960, 155, 1032]
- article-body: From the articles which have of late appeared in this paper on German affairs, our readers will have been prepared to regard with hope the signs of the progress of that struggle in Prussia between the two great principles—the Old and the New—which is becoming every day more intense and more interesting. The King has not yet made up his mind to yield the constitution so long promised; the people are determined to have it, and the intrigues of the court party but serve to heighten the general discontent.: [163, 1310, 287, 1382]
- article-body: From the articles which have of late appeared in this paper on German affairs, our readers will have been prepared to regard with hope the signs of the progress of that struggle in Prussia between the two great principles—the Old and the New—which is becoming every day more intense and more interesting. The King has not yet made up his mind to yield the constitution so long promised; the people are determined to have it, and the intrigues of the court party but serve to heighten the general discontent.: [26, 1325, 155, 1397]
- article-body: From the articles which have of late appeared in this paper on German affairs, our readers will have been prepared to regard with hope the signs of the progress of that struggle in Prussia between the two great principles—the Old and the New—which is becoming every day more intense and more interesting. The King has not yet made up his mind to yield the constitution so long promised; the people are determined to have it, and the intrigues of the court party but serve to heighten the general discontent.: [26, 1252, 155, 1324]
- article-body: Another dreadful murder was perpetrated at St. Heliers, Jersey, on Friday morning, at a quarter past two. The victim of this fearful deed is Mr. Abraham, a young man of respectable family, and the supposed murderer is a sailor who had been lodging in the same house. Information was immediately given to the authorities, and an inquest was held the same day before the coroner.: [294, 178, 419, 236]
- article-body: On Tuesday evening, shortly after nine o'clock, the immediate vicinity of Camden-town was thrown into a state of excitement by the simultaneous outbreak of no fewer than four separate fires, which, there is every ground to conclude, were the work of some vile incendiary. The engines were promptly on the spot, and the flames were happily subdued before much damage was done.: [558, 1583, 694, 1635]
- article-body: Thetford, Tuesday Night.—The coroner's inquest regarding the death of William Pickering, engine-driver, and Richard Hedger, stoker, who were killed by the recent accident on the Norfolk Railway, was resumed this morning at the Guildhall, before Mr. Robert Eagle Clarke, the borough coroner, and the jury previously empanelled. The adjourned inquiry was again largely attended by railway officials and witnesses.: [426, 1661, 551, 1726]
- article-body: Another dreadful murder was perpetrated at St. Heliers, Jersey, on Friday morning, at a quarter past two. The victim of this fearful deed is Mr. Abraham, a young man of respectable family, and the supposed murderer is a sailor who had been lodging in the same house. Information was immediately given to the authorities, and an inquest was held the same day before the coroner.: [294, 1942, 419, 2001]
- article-body: From the articles which have of late appeared in this paper on German affairs, our readers will have been prepared to regard with hope the signs of the progress of that struggle in Prussia between the two great principles—the Old and the New—which is becoming every day more intense and more interesting. The King has not yet made up his mind to yield the constitution so long promised; the people are determined to have it, and the intrigues of the court party but serve to heighten the general discontent.: [163, 945, 287, 1017]
- article-body: Thetford, Tuesday Night.—The coroner's inquest regarding the death of William Pickering, engine-driver, and Richard Hedger, stoker, who were killed by the recent accident on the Norfolk Railway, was resumed this morning at the Guildhall, before Mr. Robert Eagle Clarke, the borough coroner, and the jury previously empanelled. The adjourned inquiry was again largely attended by railway officials and witnesses.: [426, 331, 551, 397]
- article-body: On Tuesday evening, shortly after nine o'clock, the immediate vicinity of Camden-town was thrown into a state of excitement by the simultaneous outbreak of no fewer than four separate fires, which, there is every ground to conclude, were the work of some vile incendiary. The engines were promptly on the spot, and the flames were happily subdued before much damage was done.: [558, 1749, 694, 1801]
- article-body: From the articles which have of late appeared in this paper on German affairs, our readers will have been prepared to regard with hope the signs of the progress of that struggle in Prussia between the two great principles—the Old and the New—which is becoming every day more intense and more interesting. The King has not yet made up his mind to yield the constitution so long promised; the people are determined to have it, and the intrigues of the court party but serve to heighten the general discontent.: [26, 1763, 155, 1835]
- epigraph-line: " And I will war, at least in words,: [35, 88, 119, 94]
- article-body: From the articles which have of late appeared in this paper on German affairs, our readers will have been prepared to regard with hope the signs of the progress of that struggle in Prussia between the two great principles—the Old and the New—which is becoming every day more intense and more interesting. The King has not yet made up his mind to yield the constitution so long promised; the people are determined to have it, and the intrigues of the court party but serve to heighten the general discontent.: [163, 116, 287, 187]
- article-body: Another dreadful murder was perpetrated at St. Heliers, Jersey, on Friday morning, at a quarter past two. The victim of this fearful deed is Mr. Abraham, a young man of respectable family, and the supposed murderer is a sailor who had been lodging in the same house. Information was immediately given to the authorities, and an inquest was held the same day before the coroner.: [294, 1403, 419, 1461]
- article-body: From the articles which have of late appeared in this paper on German affairs, our readers will have been prepared to regard with hope the signs of the progress of that struggle in Prussia between the two great principles—the Old and the New—which is becoming every day more intense and more interesting. The King has not yet made up his mind to yield the constitution so long promised; the people are determined to have it, and the intrigues of the court party but serve to heighten the general discontent.: [26, 1909, 155, 1981]
- article-body: From the articles which have of late appeared in this paper on German affairs, our readers will have been prepared to regard with hope the signs of the progress of that struggle in Prussia between the two great principles—the Old and the New—which is becoming every day more intense and more interesting. The King has not yet made up his mind to yield the constitution so long promised; the people are determined to have it, and the intrigues of the court party but serve to heighten the general discontent.: [26, 449, 155, 521]
- article-body: Another dreadful murder was perpetrated at St. Heliers, Jersey, on Friday morning, at a quarter past two. The victim of this fearful deed is Mr. Abraham, a young man of respectable family, and the supposed murderer is a sailor who had been lodging in the same house. Information was immediately given to the authorities, and an inquest was held the same day before the coroner.: [294, 597, 419, 656]
- article-body: The circumstances under which Van Dieman's Land is now placed have attracted the attention of the press, but scarcely in any instance of the necessity of the evil. The numbers of convicts who are poured forth upon that unhappy land are rapidly destroying all sound public opinion, and undermining a state of society already but too much demoralised.: [701, 1272, 829, 1324]
- article-body: On Tuesday evening, shortly after nine o'clock, the immediate vicinity of Camden-town was thrown into a state of excitement by the simultaneous outbreak of no fewer than four separate fires, which, there is every ground to conclude, were the work of some vile incendiary. The engines were promptly on the spot, and the flames were happily subdued before much damage was done.: [558, 568, 694, 619]
- article-body: From the articles which have of late appeared in this paper on German affairs, our readers will have been prepared to regard with hope the signs of the progress of that struggle in Prussia between the two great principles—the Old and the New—which is becoming every day more intense and more interesting. The King has not yet made up his mind to yield the constitution so long promised; the people are determined to have it, and the intrigues of the court party but serve to heighten the general discontent.: [163, 1748, 287, 1820]
- article-body: The circumstances under which Van Dieman's Land is now placed have attracted the attention of the press, but scarcely in any instance of the necessity of the evil. The numbers of convicts who are poured forth upon that unhappy land are rapidly destroying all sound public opinion, and undermining a state of society already but too much demoralised.: [701, 738, 829, 790]
- column-1: [26, 43, 155, 2345]
- article-body: Thetford, Tuesday Night.—The coroner's inquest regarding the death of William Pickering, engine-driver, and Richard Hedger, stoker, who were killed by the recent accident on the Norfolk Railway, was resumed this morning at the Guildhall, before Mr. Robert Eagle Clarke, the borough coroner, and the jury previously empanelled. The adjourned inquiry was again largely attended by railway officials and witnesses.: [426, 2193, 551, 2258]
- article-body: The circumstances under which Van Dieman's Land is now placed have attracted the attention of the press, but scarcely in any instance of the necessity of the evil. The numbers of convicts who are poured forth upon that unhappy land are rapidly destroying all sound public opinion, and undermining a state of society already but too much demoralised.: [701, 631, 829, 683]
- article-body: On Tuesday evening, shortly after nine o'clock, the immediate vicinity of Camden-town was thrown into a state of excitement by the simultaneous outbreak of no fewer than four separate fires, which, there is every ground to conclude, were the work of some vile incendiary. The engines were promptly on the spot, and the flames were happily subdued before much damage was done.: [701, 485, 829, 544]
- article-body: Thetford, Tuesday Night.—The coroner's inquest regarding the death of William Pickering, engine-driver, and Richard Hedger, stoker, who were killed by the recent accident on the Norfolk Railway, was resumed this morning at the Guildhall, before Mr. Robert Eagle Clarke, the borough coroner, and the jury previously empanelled. The adjourned inquiry was again largely attended by railway officials and witnesses.: [426, 730, 551, 796]
- article-body: On Tuesday evening, shortly after nine o'clock, the immediate vicinity of Camden-town was thrown into a state of excitement by the simultaneous outbreak of no fewer than four separate fires, which, there is every ground to conclude, were the work of some vile incendiary. The engines were promptly on the spot, and the flames were happily subdued before much damage was done.: [701, 125, 829, 184]
- article-body: Thetford, Tuesday Night.—The coroner's inquest regarding the death of William Pickering, engine-driver, and Richard Hedger, stoker, who were killed by the recent accident on the Norfolk Railway, was resumed this morning at the Guildhall, before Mr. Robert Eagle Clarke, the borough coroner, and the jury previously empanelled. The adjourned inquiry was again largely attended by railway officials and witnesses.: [426, 531, 551, 596]
- column-5: [558, 43, 694, 1855]
- article-body: Thetford, Tuesday Night.—The coroner's inquest regarding the death of William Pickering, engine-driver, and Richard Hedger, stoker, who were killed by the recent accident on the Norfolk Railway, was resumed this morning at the Guildhall, before Mr. Robert Eagle Clarke, the borough coroner, and the jury previously empanelled. The adjourned inquiry was again largely attended by railway officials and witnesses.: [426, 597, 551, 663]
- article-body: Thetford, Tuesday Night.—The coroner's inquest regarding the death of William Pickering, engine-driver, and Richard Hedger, stoker, who were killed by the recent accident on the Norfolk Railway, was resumed this morning at the Guildhall, before Mr. Robert Eagle Clarke, the borough coroner, and the jury previously empanelled. The adjourned inquiry was again largely attended by railway officials and witnesses.: [426, 132, 551, 197]
- column-rule: [697, 43, 698, 1450]
- article-body: Thetford, Tuesday Night.—The coroner's inquest regarding the death of William Pickering, engine-driver, and Richard Hedger, stoker, who were killed by the recent accident on the Norfolk Railway, was resumed this morning at the Guildhall, before Mr. Robert Eagle Clarke, the borough coroner, and the jury previously empanelled. The adjourned inquiry was again largely attended by railway officials and witnesses.: [426, 398, 551, 463]
- article-heading: DREADFUL MURDER IN JERSEY.: [299, 48, 414, 55]
- article-body: From the articles which have of late appeared in this paper on German affairs, our readers will have been prepared to regard with hope the signs of the progress of that struggle in Prussia between the two great principles—the Old and the New—which is becoming every day more intense and more interesting. The King has not yet made up his mind to yield the constitution so long promised; the people are determined to have it, and the intrigues of the court party but serve to heighten the general discontent.: [26, 1544, 155, 1616]
- article-body: Thetford, Tuesday Night.—The coroner's inquest regarding the death of William Pickering, engine-driver, and Richard Hedger, stoker, who were killed by the recent accident on the Norfolk Railway, was resumed this morning at the Guildhall, before Mr. Robert Eagle Clarke, the borough coroner, and the jury previously empanelled. The adjourned inquiry was again largely attended by railway officials and witnesses.: [426, 2392, 551, 2457]
- article-body: From the articles which have of late appeared in this paper on German affairs, our readers will have been prepared to regard with hope the signs of the progress of that struggle in Prussia between the two great principles—the Old and the New—which is becoming every day more intense and more interesting. The King has not yet made up his mind to yield the constitution so long promised; the people are determined to have it, and the intrigues of the court party but serve to heighten the general discontent.: [163, 1602, 287, 1674]
- article-heading: FEMALE CONVICTS IN VAN DIEMAN'S LAND.: [716, 613, 814, 628]
- article-body: The circumstances under which Van Dieman's Land is now placed have attracted the attention of the press, but scarcely in any instance of the necessity of the evil. The numbers of convicts who are poured forth upon that unhappy land are rapidly destroying all sound public opinion, and undermining a state of society already but too much demoralised.: [701, 1326, 829, 1377]
- column-6: [701, 43, 829, 1829]
- article-body: From the articles which have of late appeared in this paper on German affairs, our readers will have been prepared to regard with hope the signs of the progress of that struggle in Prussia between the two great principles—the Old and the New—which is becoming every day more intense and more interesting. The King has not yet made up his mind to yield the constitution so long promised; the people are determined to have it, and the intrigues of the court party but serve to heighten the general discontent.: [26, 2274, 155, 2345]
- article-body: From the articles which have of late appeared in this paper on German affairs, our readers will have been prepared to regard with hope the signs of the progress of that struggle in Prussia between the two great principles—the Old and the New—which is becoming every day more intense and more interesting. The King has not yet made up his mind to yield the constitution so long promised; the people are determined to have it, and the intrigues of the court party but serve to heighten the general discontent.: [26, 1690, 155, 1762]
- article-heading: THE LATE FATAL ACCIDENT ON THE NORFOLK RAILWAY.: [432, 48, 545, 63]
- article-body: The circumstances under which Van Dieman's Land is now placed have attracted the attention of the press, but scarcely in any instance of the necessity of the evil. The numbers of convicts who are poured forth upon that unhappy land are rapidly destroying all sound public opinion, and undermining a state of society already but too much demoralised.: [701, 952, 829, 1004]
- article-body: From the articles which have of late appeared in this paper on German affairs, our readers will have been prepared to regard with hope the signs of the progress of that struggle in Prussia between the two great principles—the Old and the New—which is becoming every day more intense and more interesting. The King has not yet made up his mind to yield the constitution so long promised; the people are determined to have it, and the intrigues of the court party but serve to heighten the general discontent.: [163, 2285, 287, 2356]
- article-body: Thetford, Tuesday Night.—The coroner's inquest regarding the death of William Pickering, engine-driver, and Richard Hedger, stoker, who were killed by the recent accident on the Norfolk Railway, was resumed this morning at the Guildhall, before Mr. Robert Eagle Clarke, the borough coroner, and the jury previously empanelled. The adjourned inquiry was again largely attended by railway officials and witnesses.: [558, 222, 694, 281]
- article-body: On Tuesday evening, shortly after nine o'clock, the immediate vicinity of Camden-town was thrown into a state of excitement by the simultaneous outbreak of no fewer than four separate fires, which, there is every ground to conclude, were the work of some vile incendiary. The engines were promptly on the spot, and the flames were happily subdued before much damage was done.: [558, 514, 694, 566]
- article-body: Thetford, Tuesday Night.—The coroner's inquest regarding the death of William Pickering, engine-driver, and Richard Hedger, stoker, who were killed by the recent accident on the Norfolk Railway, was resumed this morning at the Guildhall, before Mr. Robert Eagle Clarke, the borough coroner, and the jury previously empanelled. The adjourned inquiry was again largely attended by railway officials and witnesses.: [426, 265, 551, 330]
- article-heading: ALARMING FIRE.—ATTEMPT TO BURN FOUR HOUSES.: [708, 48, 822, 63]
- article-body: Another dreadful murder was perpetrated at St. Heliers, Jersey, on Friday morning, at a quarter past two. The victim of this fearful deed is Mr. Abraham, a young man of respectable family, and the supposed murderer is a sailor who had been lodging in the same house. Information was immediately given to the authorities, and an inquest was held the same day before the coroner.: [294, 1762, 419, 1821]
- epigraph: [35, 88, 155, 130]
- article-body: Thetford, Tuesday Night.—The coroner's inquest regarding the death of William Pickering, engine-driver, and Richard Hedger, stoker, who were killed by the recent accident on the Norfolk Railway, was resumed this morning at the Guildhall, before Mr. Robert Eagle Clarke, the borough coroner, and the jury previously empanelled. The adjourned inquiry was again largely attended by railway officials and witnesses.: [558, 43, 694, 101]
- article-body: Another dreadful murder was perpetrated at St. Heliers, Jersey, on Friday morning, at a quarter past two. The victim of this fearful deed is Mr. Abraham, a young man of respectable family, and the supposed murderer is a sailor who had been lodging in the same house. Information was immediately given to the authorities, and an inquest was held the same day before the coroner.: [294, 683, 419, 742]
- epigraph-line: "I think I hear a little bird, who sings: [35, 110, 127, 116]
- page-number: 7: [817, 15, 828, 34]
- article-body: Thetford, Tuesday Night.—The coroner's inquest regarding the death of William Pickering, engine-driver, and Richard Hedger, stoker, who were killed by the recent accident on the Norfolk Railway, was resumed this morning at the Guildhall, before Mr. Robert Eagle Clarke, the borough coroner, and the jury previously empanelled. The adjourned inquiry was again largely attended by railway officials and witnesses.: [426, 1860, 551, 1926]
- article-body: Thetford, Tuesday Night.—The coroner's inquest regarding the death of William Pickering, engine-driver, and Richard Hedger, stoker, who were killed by the recent accident on the Norfolk Railway, was resumed this morning at the Guildhall, before Mr. Robert Eagle Clarke, the borough coroner, and the jury previously empanelled. The adjourned inquiry was again largely attended by railway officials and witnesses.: [426, 66, 551, 130]
- article-body: Another dreadful murder was perpetrated at St. Heliers, Jersey, on Friday morning, at a quarter past two. The victim of this fearful deed is Mr. Abraham, a young man of respectable family, and the supposed murderer is a sailor who had been lodging in the same house. Information was immediately given to the authorities, and an inquest was held the same day before the coroner.: [294, 298, 419, 356]
- article-body: The circumstances under which Van Dieman's Land is now placed have attracted the attention of the press, but scarcely in any instance of the necessity of the evil. The numbers of convicts who are poured forth upon that unhappy land are rapidly destroying all sound public opinion, and undermining a state of society already but too much demoralised.: [701, 1778, 829, 1829]
- article-body: From the articles which have of late appeared in this paper on German affairs, our readers will have been prepared to regard with hope the signs of the progress of that struggle in Prussia between the two great principles—the Old and the New—which is becoming every day more intense and more interesting. The King has not yet made up his mind to yield the constitution so long promised; the people are determined to have it, and the intrigues of the court party but serve to heighten the general discontent.: [163, 799, 287, 871]
- article-body: Thetford, Tuesday Night.—The coroner's inquest regarding the death of William Pickering, engine-driver, and Richard Hedger, stoker, who were killed by the recent accident on the Norfolk Railway, was resumed this morning at the Guildhall, before Mr. Robert Eagle Clarke, the borough coroner, and the jury previously empanelled. The adjourned inquiry was again largely attended by railway officials and witnesses.: [426, 1262, 551, 1327]
- article-body: Another dreadful murder was perpetrated at St. Heliers, Jersey, on Friday morning, at a quarter past two. The victim of this fearful deed is Mr. Abraham, a young man of respectable family, and the supposed murderer is a sailor who had been lodging in the same house. Information was immediately given to the authorities, and an inquest was held the same day before the coroner.: [294, 238, 419, 296]
- article-body: Thetford, Tuesday Night.—The coroner's inquest regarding the death of William Pickering, engine-driver, and Richard Hedger, stoker, who were killed by the recent accident on the Norfolk Railway, was resumed this morning at the Guildhall, before Mr. Robert Eagle Clarke, the borough coroner, and the jury previously empanelled. The adjourned inquiry was again largely attended by railway officials and witnesses.: [426, 996, 551, 1061]
- article-body: The circumstances under which Van Dieman's Land is now placed have attracted the attention of the press, but scarcely in any instance of the necessity of the evil. The numbers of convicts who are poured forth upon that unhappy land are rapidly destroying all sound public opinion, and undermining a state of society already but too much demoralised.: [701, 1379, 829, 1431]
- article-body: The circumstances under which Van Dieman's Land is now placed have attracted the attention of the press, but scarcely in any instance of the necessity of the evil. The numbers of convicts who are poured forth upon that unhappy land are rapidly destroying all sound public opinion, and undermining a state of society already but too much demoralised.: [701, 1432, 829, 1485]
- article-body: The circumstances under which Van Dieman's Land is now placed have attracted the attention of the press, but scarcely in any instance of the necessity of the evil. The numbers of convicts who are poured forth upon that unhappy land are rapidly destroying all sound public opinion, and undermining a state of society already but too much demoralised.: [701, 845, 829, 897]
- article-body: Another dreadful murder was perpetrated at St. Heliers, Jersey, on Friday morning, at a quarter past two. The victim of this fearful deed is Mr. Abraham, a young man of respectable family, and the supposed murderer is a sailor who had been lodging in the same house. Information was immediately given to the authorities, and an inquest was held the same day before the coroner.: [294, 1163, 419, 1221]
- article-body: From the articles which have of late appeared in this paper on German affairs, our readers will have been prepared to regard with hope the signs of the progress of that struggle in Prussia between the two great principles—the Old and the New—which is becoming every day more intense and more interesting. The King has not yet made up his mind to yield the constitution so long promised; the people are determined to have it, and the intrigues of the court party but serve to heighten the general discontent.: [163, 262, 287, 333]
- article-body: The circumstances under which Van Dieman's Land is now placed have attracted the attention of the press, but scarcely in any instance of the necessity of the evil. The numbers of convicts who are poured forth upon that unhappy land are rapidly destroying all sound public opinion, and undermining a state of society already but too much demoralised.: [701, 898, 829, 950]
- article-body: On Tuesday evening, shortly after nine o'clock, the immediate vicinity of Camden-town was thrown into a state of excitement by the simultaneous outbreak of no fewer than four separate fires, which, there is every ground to conclude, were the work of some vile incendiary. The engines were promptly on the spot, and the flames were happily subdued before much damage was done.: [558, 995, 694, 1047]
- article-body: On Tuesday evening, shortly after nine o'clock, the immediate vicinity of Camden-town was thrown into a state of excitement by the simultaneous outbreak of no fewer than four separate fires, which, there is every ground to conclude, were the work of some vile incendiary. The engines were promptly on the spot, and the flames were happily subdued before much damage was done.: [558, 1102, 694, 1154]
- article-body: From the articles which have of late appeared in this paper on German affairs, our readers will have been prepared to regard with hope the signs of the progress of that struggle in Prussia between the two great principles—the Old and the New—which is becoming every day more intense and more interesting. The King has not yet made up his mind to yield the constitution so long promised; the people are determined to have it, and the intrigues of the court party but serve to heighten the general discontent.: [163, 508, 287, 579]
- article-body: From the articles which have of late appeared in this paper on German affairs, our readers will have been prepared to regard with hope the signs of the progress of that struggle in Prussia between the two great principles—the Old and the New—which is becoming every day more intense and more interesting. The King has not yet made up his mind to yield the constitution so long promised; the people are determined to have it, and the intrigues of the court party but serve to heighten the general discontent.: [163, 1456, 287, 1528]
- article-body: Another dreadful murder was perpetrated at St. Heliers, Jersey, on Friday morning, at a quarter past two. The victim of this fearful deed is Mr. Abraham, a young man of respectable family, and the supposed murderer is a sailor who had been lodging in the same house. Information was immediately given to the authorities, and an inquest was held the same day before the coroner.: [294, 1223, 419, 1281]
- issue-date: January 17, 1846.: [26, 18, 146, 31]
- article-body: From the articles which have of late appeared in this paper on German affairs, our readers will have been prepared to regard with hope the signs of the progress of that struggle in Prussia between the two great principles—the Old and the New—which is becoming every day more intense and more interesting. The King has not yet made up his mind to yield the constitution so long promised; the people are determined to have it, and the intrigues of the court party but serve to heighten the general discontent.: [163, 2504, 287, 2575]
- epigraph-line: (And—should my chance so happen—deeds,): [35, 95, 147, 101]
- article-body: Another dreadful murder was perpetrated at St. Heliers, Jersey, on Friday morning, at a quarter past two. The victim of this fearful deed is Mr. Abraham, a young man of respectable family, and the supposed murderer is a sailor who had been lodging in the same house. Information was immediately given to the authorities, and an inquest was held the same day before the coroner.: [294, 1043, 419, 1102]
- article-body: The circumstances under which Van Dieman's Land is now placed have attracted the attention of the press, but scarcely in any instance of the necessity of the evil. The numbers of convicts who are poured forth upon that unhappy land are rapidly destroying all sound public opinion, and undermining a state of society already but too much demoralised.: [701, 1608, 829, 1660]
- article-body: On Tuesday evening, shortly after nine o'clock, the immediate vicinity of Camden-town was thrown into a state of excitement by the simultaneous outbreak of no fewer than four separate fires, which, there is every ground to conclude, were the work of some vile incendiary. The engines were promptly on the spot, and the flames were happily subdued before much damage was done.: [558, 1209, 694, 1261]
- article-body: On Tuesday evening, shortly after nine o'clock, the immediate vicinity of Camden-town was thrown into a state of excitement by the simultaneous outbreak of no fewer than four separate fires, which, there is every ground to conclude, were the work of some vile incendiary. The engines were promptly on the spot, and the flames were happily subdued before much damage was done.: [558, 1802, 694, 1855]
- article-body: On Tuesday evening, shortly after nine o'clock, the immediate vicinity of Camden-town was thrown into a state of excitement by the simultaneous outbreak of no fewer than four separate fires, which, there is every ground to conclude, were the work of some vile incendiary. The engines were promptly on the spot, and the flames were happily subdued before much damage was done.: [558, 1695, 694, 1747]
- article-body: On Tuesday evening, shortly after nine o'clock, the immediate vicinity of Camden-town was thrown into a state of excitement by the simultaneous outbreak of no fewer than four separate fires, which, there is every ground to conclude, were the work of some vile incendiary. The engines were promptly on the spot, and the flames were happily subdued before much damage was done.: [558, 1315, 694, 1368]
- article-body: On Tuesday evening, shortly after nine o'clock, the immediate vicinity of Camden-town was thrown into a state of excitement by the simultaneous outbreak of no fewer than four separate fires, which, there is every ground to conclude, were the work of some vile incendiary. The engines were promptly on the spot, and the flames were happily subdued before much damage was done.: [558, 1155, 694, 1208]
- article-body: Thetford, Tuesday Night.—The coroner's inquest regarding the death of William Pickering, engine-driver, and Richard Hedger, stoker, who were killed by the recent accident on the Norfolk Railway, was resumed this morning at the Guildhall, before Mr. Robert Eagle Clarke, the borough coroner, and the jury previously empanelled. The adjourned inquiry was again largely attended by railway officials and witnesses.: [426, 1927, 551, 1992]
- article-body: From the articles which have of late appeared in this paper on German affairs, our readers will have been prepared to regard with hope the signs of the progress of that struggle in Prussia between the two great principles—the Old and the New—which is becoming every day more intense and more interesting. The King has not yet made up his mind to yield the constitution so long promised; the people are determined to have it, and the intrigues of the court party but serve to heighten the general discontent.: [26, 595, 155, 667]
- article-body: From the articles which have of late appeared in this paper on German affairs, our readers will have been prepared to regard with hope the signs of the progress of that struggle in Prussia between the two great principles—the Old and the New—which is becoming every day more intense and more interesting. The King has not yet made up his mind to yield the constitution so long promised; the people are determined to have it, and the intrigues of the court party but serve to heighten the general discontent.: [163, 2212, 287, 2283]
- article-body: From the articles which have of late appeared in this paper on German affairs, our readers will have been prepared to regard with hope the signs of the progress of that struggle in Prussia between the two great principles—the Old and the New—which is becoming every day more intense and more interesting. The King has not yet made up his mind to yield the constitution so long promised; the people are determined to have it, and the intrigues of the court party but serve to heighten the general discontent.: [163, 1847, 287, 1919]
